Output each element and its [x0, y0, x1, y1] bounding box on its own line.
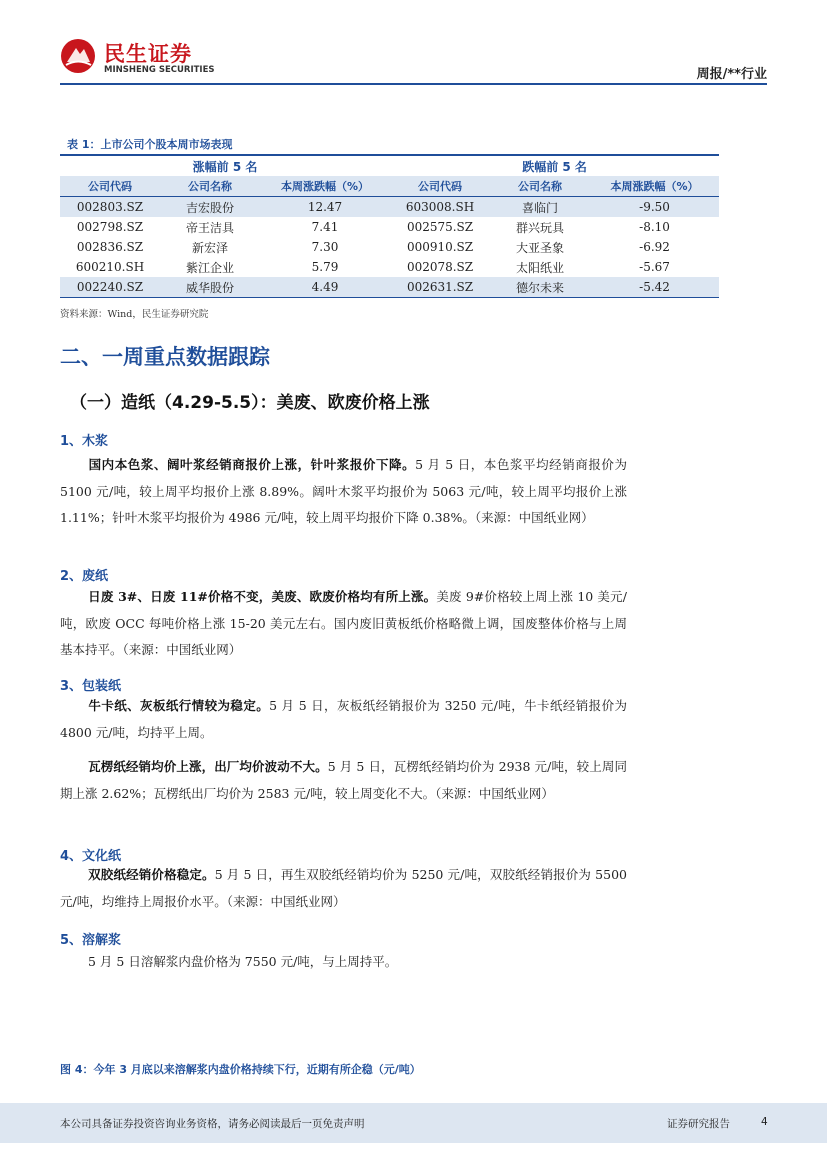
table-cell: 群兴玩具	[516, 220, 565, 235]
item-heading-pulp: 1、木浆	[60, 434, 109, 449]
table-row	[60, 237, 719, 257]
table-cell: 4.49	[260, 277, 390, 298]
table-cell: 吉宏股份	[160, 197, 260, 218]
header-divider	[60, 83, 767, 85]
table-column-header	[60, 176, 719, 197]
table-cell: -5.42	[590, 277, 719, 298]
paragraph-text: 5 月 5 日，灰板纸经销报价为 3250 元/吨，牛卡纸经销报价为 4800 元/吨，均持平上周。	[60, 698, 627, 740]
table-caption: 表 1：上市公司个股本周市场表现	[67, 138, 233, 151]
table-cell: 002078.SZ	[406, 260, 474, 274]
table-row	[60, 197, 719, 218]
item-heading-wastepaper: 2、废纸	[60, 569, 109, 584]
column-header: 本周涨跌幅（%）	[260, 176, 390, 197]
brand-name-en: MINSHENG SECURITIES	[104, 65, 215, 75]
item-heading-culture-paper: 4、文化纸	[60, 849, 122, 864]
paragraph-lead: 国内本色浆、阔叶浆经销商报价上涨，针叶浆报价下降。	[88, 457, 416, 472]
table-cell: 紫江企业	[185, 260, 234, 275]
table-cell: 5.79	[311, 260, 339, 274]
footer-report-type: 证券研究报告	[667, 1118, 730, 1130]
paragraph-lead: 日废 3#、日废 11#价格不变，美废、欧废价格均有所上涨。	[88, 589, 437, 604]
table-row	[60, 257, 719, 277]
table-cell: 12.47	[260, 197, 390, 218]
table-cell: 002803.SZ	[60, 197, 160, 218]
table-cell: 002836.SZ	[76, 240, 144, 254]
table-cell: -6.92	[639, 240, 670, 254]
paragraph-lead: 瓦楞纸经销均价上涨，出厂均价波动不大。	[88, 759, 328, 774]
column-header: 公司名称	[490, 176, 590, 197]
group-losers: 跌幅前 5 名	[390, 155, 719, 176]
table-group-header	[60, 155, 719, 176]
table-cell: 喜临门	[490, 197, 590, 218]
column-header: 公司名称	[160, 176, 260, 197]
table-cell: 太阳纸业	[516, 260, 565, 275]
column-header: 公司代码	[60, 176, 160, 197]
section-subtitle: （一）造纸（4.29-5.5）：美废、欧废价格上涨	[70, 393, 430, 413]
table-cell: 帝王洁具	[185, 220, 234, 235]
table-cell: 002240.SZ	[60, 277, 160, 298]
table-cell: 002575.SZ	[406, 220, 474, 234]
table-cell: -5.67	[639, 260, 670, 274]
table-cell: 002631.SZ	[390, 277, 490, 298]
page-header	[0, 0, 827, 84]
page-number: 4	[761, 1116, 768, 1128]
stock-performance-table	[60, 154, 719, 298]
item-heading-dissolving-pulp: 5、溶解浆	[60, 933, 122, 948]
paragraph	[60, 452, 627, 532]
minsheng-logo-icon	[60, 38, 96, 74]
column-header: 公司代码	[390, 176, 490, 197]
table-cell: 新宏泽	[191, 240, 228, 255]
table-cell: 大亚圣象	[516, 240, 565, 255]
table-cell: 000910.SZ	[406, 240, 474, 254]
column-header: 本周涨跌幅（%）	[590, 176, 719, 197]
item-heading-packaging: 3、包装纸	[60, 679, 122, 694]
table-cell: 603008.SH	[390, 197, 490, 218]
table-cell: 威华股份	[160, 277, 260, 298]
document-type: 周报/**行业	[696, 67, 767, 82]
footer-disclaimer: 本公司具备证券投资咨询业务资格，请务必阅读最后一页免责声明	[60, 1118, 365, 1130]
paragraph	[60, 584, 627, 664]
brand-name-cn: 民生证券	[104, 42, 192, 66]
table-cell: -8.10	[639, 220, 670, 234]
paragraph-text: 5 月 5 日，再生双胶纸经销均价为 5250 元/吨，双胶纸经销报价为 5500 元/吨，均维持上周报价水平。（来源：中国纸业网）	[60, 867, 627, 909]
table-row	[60, 217, 719, 237]
paragraph	[60, 862, 627, 915]
table-source-note: 资料来源：Wind，民生证券研究院	[60, 309, 209, 320]
table-row	[60, 277, 719, 298]
paragraph-text: 美废 9#价格较上周上涨 10 美元/吨，欧废 OCC 每吨价格上涨 15-20 美元左右。国内废旧黄板纸价格略微上调，国废整体价格与上周基本持平。（来源：中国纸业网）	[60, 589, 627, 657]
table-cell: 600210.SH	[75, 260, 145, 274]
table-cell: 7.41	[311, 220, 339, 234]
paragraph-text: 5 月 5 日，瓦楞纸经销均价为 2938 元/吨，较上周同期上涨 2.62%；瓦楞纸出厂均价为 2583 元/吨，较上周变化不大。（来源：中国纸业网）	[60, 759, 627, 801]
section-title: 二、一周重点数据跟踪	[60, 345, 270, 369]
paragraph	[60, 754, 627, 807]
paragraph-lead: 牛卡纸、灰板纸行情较为稳定。	[88, 698, 270, 713]
table-cell: 德尔未来	[490, 277, 590, 298]
paragraph	[60, 693, 627, 746]
table-cell: 002798.SZ	[76, 220, 144, 234]
paragraph-lead: 双胶纸经销价格稳定。	[88, 867, 215, 882]
figure-caption: 图 4：今年 3 月底以来溶解浆内盘价格持续下行，近期有所企稳（元/吨）	[60, 1063, 421, 1076]
table-cell: 7.30	[311, 240, 339, 254]
paragraph-text: 5 月 5 日溶解浆内盘价格为 7550 元/吨，与上周持平。	[88, 954, 398, 969]
group-gainers: 涨幅前 5 名	[60, 155, 390, 176]
table-cell: -9.50	[590, 197, 719, 218]
paragraph	[60, 949, 627, 976]
page-footer	[0, 1103, 827, 1143]
paragraph-text: 5 月 5 日，本色浆平均经销商报价为 5100 元/吨，较上周平均报价上涨 8.89%。阔叶木浆平均报价为 5063 元/吨，较上周平均报价上涨 1.11%；针叶木浆平均报价为 4986 元/吨，较上周平均报价下降 0.38%。（来源：中国纸业网）	[60, 457, 627, 525]
